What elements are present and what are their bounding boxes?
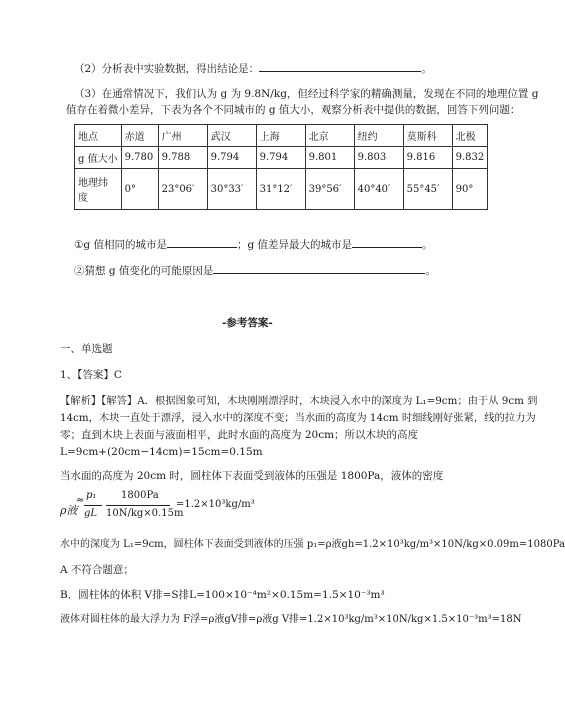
question-1-answer: 1、【答案】C bbox=[60, 369, 122, 381]
table-cell: 上海 bbox=[256, 125, 305, 147]
table-cell: 40°40′ bbox=[354, 169, 403, 210]
table-cell: 55°45′ bbox=[403, 169, 452, 210]
fraction-numerator: 1800Pa bbox=[121, 490, 159, 501]
table-cell: 9.788 bbox=[158, 147, 207, 169]
table-cell: g 值大小 bbox=[75, 147, 122, 169]
fraction-denominator: 10N/kg×0.15m bbox=[106, 508, 184, 519]
answer-blank[interactable] bbox=[167, 236, 237, 248]
table-row-latitude bbox=[75, 169, 488, 210]
table-cell: 30°33′ bbox=[207, 169, 256, 210]
analysis-line: 当水面的高度为 20cm 时，圆柱体下表面受到液体的压强是 1800Pa，液体的密度 bbox=[60, 470, 444, 482]
table-cell: 9.780 bbox=[121, 147, 158, 169]
table-cell: 9.794 bbox=[256, 147, 305, 169]
answer-blank[interactable] bbox=[259, 60, 421, 72]
answer-title: -参考答案- bbox=[222, 317, 273, 329]
section-heading: 一、单选题 bbox=[60, 343, 113, 355]
fraction-bar bbox=[106, 505, 170, 506]
analysis-line: L=9cm+(20cm−14cm)=15cm=0.15m bbox=[60, 446, 263, 458]
question-2: （2）分析表中实验数据，得出结论是： 。 bbox=[74, 60, 432, 76]
answer-blank[interactable] bbox=[352, 236, 422, 248]
rho-symbol: ρ液 bbox=[60, 504, 78, 517]
table-cell: 9.816 bbox=[403, 147, 452, 169]
answer-blank[interactable] bbox=[213, 262, 425, 274]
question-3-line-1: （3）在通常情况下，我们认为 g 为 9.8N/kg，但经过科学家的精确测量，发现在不同的地理位置 g bbox=[74, 88, 539, 100]
table-cell: 90° bbox=[452, 169, 488, 210]
fraction-numerator: p₁ bbox=[86, 490, 97, 501]
table-cell: 赤道 bbox=[121, 125, 158, 147]
formula-result: =1.2×10³kg/m³ bbox=[176, 499, 255, 510]
question-3-sub-1: ①g 值相同的城市是 ；g 值差异最大的城市是 。 bbox=[74, 236, 433, 252]
analysis-line: 液体对圆柱体的最大浮力为 F浮=ρ液gV排=ρ液g V排=1.2×10³kg/m³×10N/kg×1.5×10⁻³m³=18N bbox=[60, 614, 522, 625]
analysis-line: A 不符合题意； bbox=[60, 564, 134, 576]
table-cell: 39°56′ bbox=[305, 169, 354, 210]
table-cell: 9.794 bbox=[207, 147, 256, 169]
analysis-line: 零；直到木块上表面与液面相平，此时水面的高度为 20cm；所以木块的高度 bbox=[60, 429, 419, 441]
analysis-line: B．圆柱体的体积 V排=S排L=100×10⁻⁴m²×0.15m=1.5×10⁻³m³ bbox=[60, 589, 385, 601]
table-cell: 北京 bbox=[305, 125, 354, 147]
table-cell: 广州 bbox=[158, 125, 207, 147]
fraction-bar bbox=[84, 505, 102, 506]
analysis-line: 【解析】【解答】A．根据图象可知，木块刚刚漂浮时，木块浸入水中的深度为 L₁=9cm；由于从 9cm 到 bbox=[60, 395, 538, 407]
analysis-line: 14cm，木块一直处于漂浮，浸入水中的深度不变；当水面的高度为 14cm 时细线刚好张紧，线的拉力为 bbox=[60, 412, 536, 424]
table-cell: 23°06′ bbox=[158, 169, 207, 210]
table-cell: 地理纬度 bbox=[75, 169, 122, 210]
table-row-header bbox=[75, 125, 488, 147]
table-cell: 9.832 bbox=[452, 147, 488, 169]
gravity-table bbox=[74, 124, 488, 210]
table-cell: 纽约 bbox=[354, 125, 403, 147]
fraction-denominator: gL bbox=[84, 508, 98, 519]
analysis-line: 水中的深度为 L₁=9cm，圆柱体下表面受到液体的压强 p₁=ρ液gh=1.2×10³kg/m³×10N/kg×0.09m=1080Pa bbox=[60, 539, 565, 550]
table-cell: 9.801 bbox=[305, 147, 354, 169]
table-cell: 地点 bbox=[75, 125, 122, 147]
table-cell: 31°12′ bbox=[256, 169, 305, 210]
table-cell: 莫斯科 bbox=[403, 125, 452, 147]
table-cell: 9.803 bbox=[354, 147, 403, 169]
table-cell: 武汉 bbox=[207, 125, 256, 147]
table-row-g bbox=[75, 147, 488, 169]
question-2-text: （2）分析表中实验数据，得出结论是： bbox=[74, 63, 260, 75]
approx-symbol: ≈ bbox=[76, 495, 85, 506]
question-3-line-2: 值存在着微小差异，下表为各个不同城市的 g 值大小，观察分析表中提供的数据，回答下列问题： bbox=[66, 104, 521, 116]
table-cell: 北极 bbox=[452, 125, 488, 147]
table-cell: 0° bbox=[121, 169, 158, 210]
question-3-sub-2: ②猜想 g 值变化的可能原因是 。 bbox=[74, 262, 436, 278]
